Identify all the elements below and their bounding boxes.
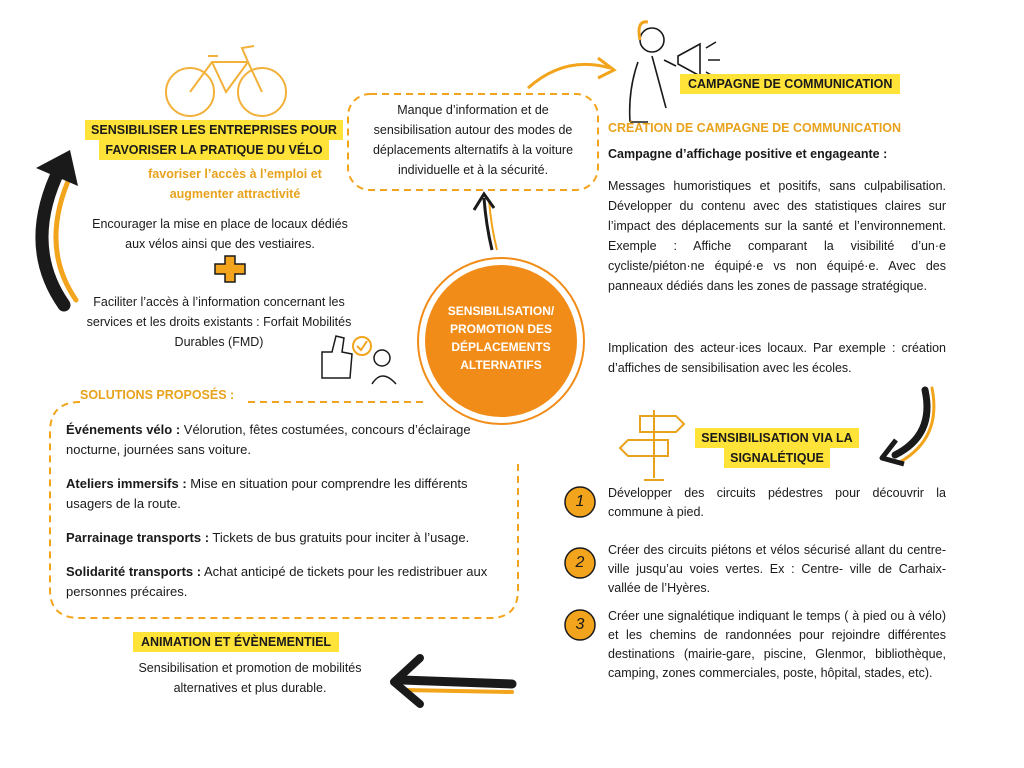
signaletique-item-1: Développer des circuits pédestres pour découvrir la commune à pied. xyxy=(608,486,946,519)
signaletique-item-2: Créer des circuits piétons et vélos sécurisé allant du centre-ville jusqu’au voies vertes. Ex : Centre- ville de Carhaix- vallée de l’Hyères. xyxy=(608,543,946,595)
entreprises-text2: Faciliter l’accès à l’information concernant les services et les droits existants : Forfait Mobilités Durables (FMD) xyxy=(86,295,352,349)
bottom-arrow-accent xyxy=(404,690,512,692)
solution-label: Parrainage transports : xyxy=(66,530,210,545)
megaphone-person-icon xyxy=(630,22,720,122)
entreprises-title-line1: SENSIBILISER LES ENTREPRISES POUR xyxy=(85,120,343,140)
solution-item xyxy=(66,562,512,602)
campagne-para1: Messages humoristiques et positifs, sans culpabilisation. Développer du contenu avec des statistiques claires sur l’impact des déplacements sur la santé et l’environnement. Exemple : Affiche comparant la visibilité d’un·e cycliste/piéton·ne équipé·e vs non équipé·e. Avec des panneaux dédiés dans les zones de passage stratégique. xyxy=(608,179,946,293)
animation-text: Sensibilisation et promotion de mobilités alternatives et plus durable. xyxy=(138,661,362,695)
campagne-subtitle: CRÉATION DE CAMPAGNE DE COMMUNICATION xyxy=(608,121,902,135)
solution-label: Ateliers immersifs : xyxy=(66,476,187,491)
entreprises-title xyxy=(84,120,344,160)
solution-label: Événements vélo : xyxy=(66,422,181,437)
big-left-arrow-accent xyxy=(56,172,76,300)
entreprises-subtitle: favoriser l’accès à l’emploi et augmenter attractivité xyxy=(148,167,322,201)
animation-title xyxy=(133,632,339,652)
campagne-para2: Implication des acteur·ices locaux. Par exemple : création d’affiches de sensibilisation avec les écoles. xyxy=(608,341,946,375)
entreprises-text1: Encourager la mise en place de locaux dédiés aux vélos ainsi que des vestiaires. xyxy=(92,217,348,251)
signaletique-title xyxy=(688,428,866,468)
arrow-to-campaign xyxy=(528,64,610,88)
signaletique-title-line2: SIGNALÉTIQUE xyxy=(724,448,830,468)
animation-title-label: ANIMATION ET ÉVÈNEMENTIEL xyxy=(133,632,339,652)
solutions-list xyxy=(66,420,512,616)
campagne-lead: Campagne d’affichage positive et engageante : xyxy=(608,147,888,161)
campagne-title xyxy=(680,74,900,94)
center-title: SENSIBILISATION/ PROMOTION DES DÉPLACEMENTS ALTERNATIFS xyxy=(447,304,555,372)
solution-text: Vélorution, fêtes costumées, concours d’éclairage nocturne, journées sans voiture. xyxy=(66,422,471,457)
campagne-title-label: CAMPAGNE DE COMMUNICATION xyxy=(680,74,900,94)
solution-text: Tickets de bus gratuits pour inciter à l’usage. xyxy=(209,530,470,545)
solution-item xyxy=(66,528,512,548)
solution-item xyxy=(66,474,512,514)
bicycle-icon xyxy=(166,46,286,116)
number-3: 3 xyxy=(575,616,585,633)
solution-text: Achat anticipé de tickets pour les redistribuer aux personnes précaires. xyxy=(66,564,488,599)
solution-item xyxy=(66,420,512,460)
solutions-title: SOLUTIONS PROPOSÉS : xyxy=(80,388,235,402)
first-aid-icon xyxy=(215,256,245,282)
top-note: Manque d’information et de sensibilisation autour des modes de déplacements alternatifs à la voiture individuelle et à la sécurité. xyxy=(372,103,574,177)
signaletique-item-3: Créer une signalétique indiquant le temps ( à pied ou à vélo) et les chemins de randonnées pour rejoindre différentes destinations (mairie-gare, piscine, Glenmor, bibliothèque, camping, zones commerciales, poste, hôpital, stades, etc). xyxy=(608,609,946,680)
bottom-arrow-shaft xyxy=(402,680,512,684)
number-2: 2 xyxy=(575,554,585,571)
big-left-arrow xyxy=(42,168,64,305)
signpost-icon xyxy=(620,410,684,480)
solution-text: Mise en situation pour comprendre les différents usagers de la route. xyxy=(66,476,468,511)
number-1: 1 xyxy=(575,493,585,510)
signaletique-title-line1: SENSIBILISATION VIA LA xyxy=(695,428,858,448)
entreprises-title-line2: FAVORISER LA PRATIQUE DU VÉLO xyxy=(99,140,328,160)
solution-label: Solidarité transports : xyxy=(66,564,202,579)
